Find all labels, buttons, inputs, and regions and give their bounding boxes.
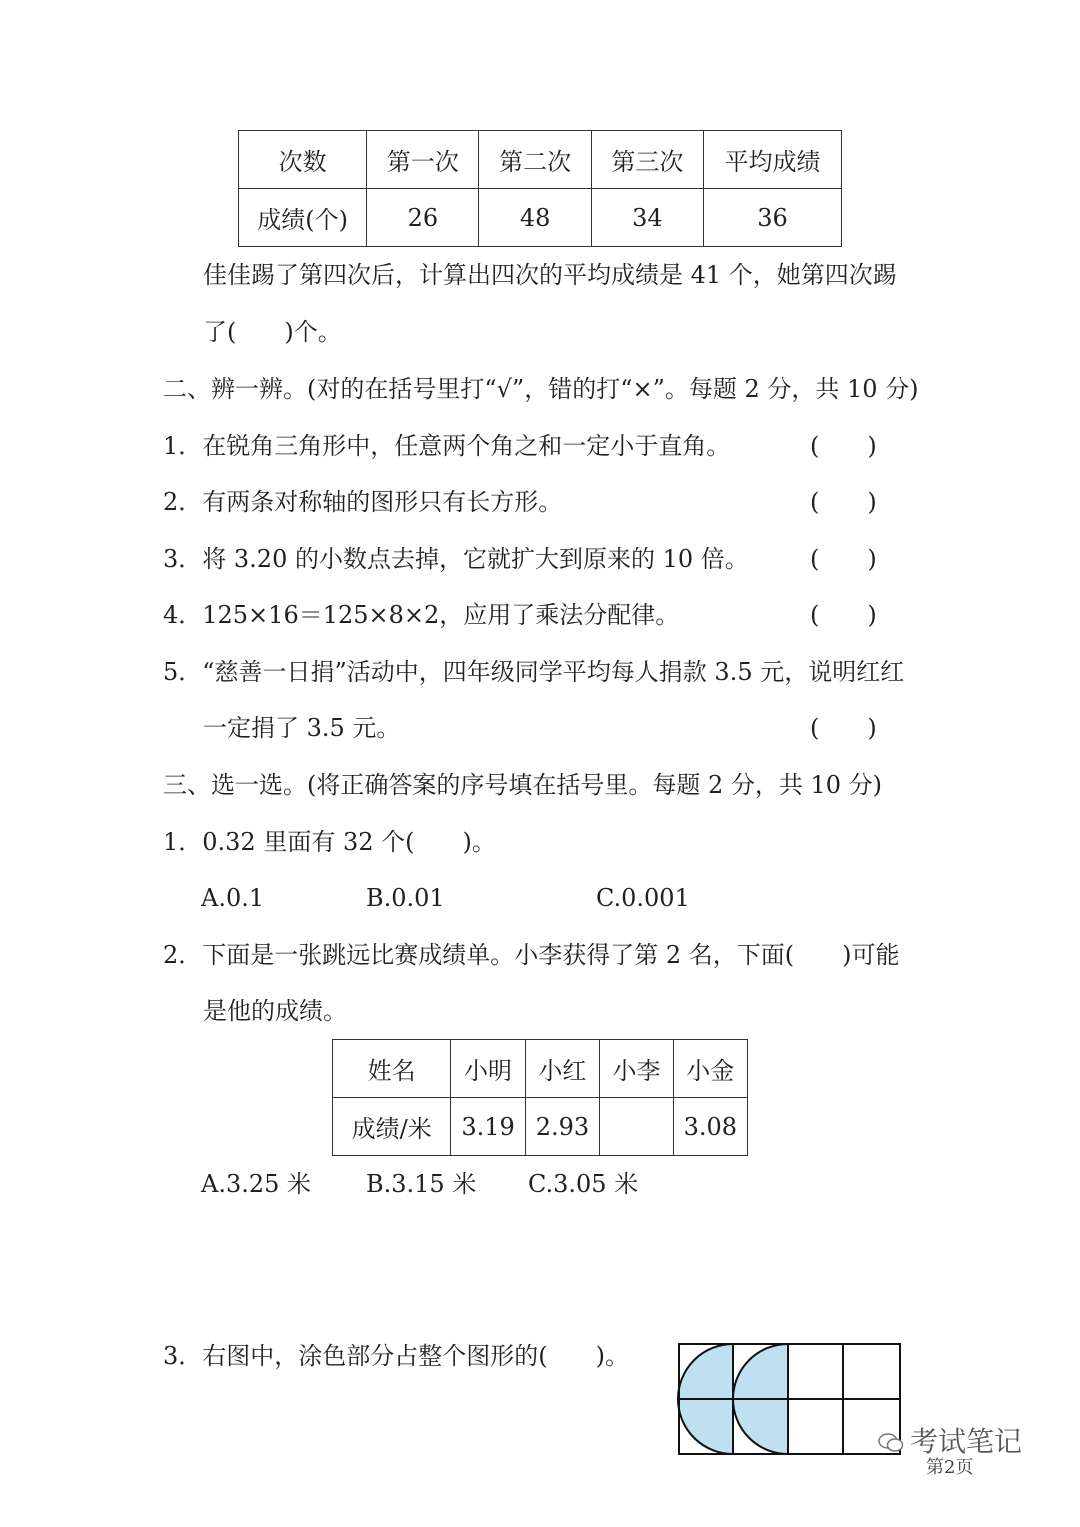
judge-item: 5．“慈善一日捐”活动中，四年级同学平均每人捐款 3.5 元，说明红红 [163,658,905,686]
judge-item-continued: 一定捐了 3.5 元。 [203,714,401,742]
answer-blank: ( ) [810,545,877,573]
judge-item: 4．125×16＝125×8×2，应用了乘法分配律。 [163,601,680,629]
table-cell: 成绩/米 [333,1098,451,1156]
answer-blank: ( ) [810,601,877,629]
table-cell: 3.08 [673,1098,747,1156]
option-b: B.0.01 [366,884,445,912]
table-header-cell: 次数 [239,131,367,189]
table-cell: 2.93 [525,1098,599,1156]
option-a: A.3.25 米 [201,1170,312,1198]
wechat-icon [878,1432,904,1454]
page-number: 第2页 [926,1457,974,1478]
table-cell: 48 [479,189,591,247]
table-cell: 3.19 [451,1098,525,1156]
choice-question: 2．下面是一张跳远比赛成绩单。小李获得了第 2 名，下面( )可能 [163,941,900,969]
table-header-cell: 平均成绩 [703,131,841,189]
judge-item: 1．在锐角三角形中，任意两个角之和一定小于直角。 [163,432,731,460]
score-table [238,130,842,247]
option-c: C.0.001 [596,884,690,912]
table-header-cell: 第三次 [591,131,703,189]
answer-blank: ( ) [810,714,877,742]
answer-blank: ( ) [810,488,877,516]
table-cell [600,1098,673,1156]
option-a: A.0.1 [201,884,265,912]
table-header-cell: 第一次 [367,131,479,189]
option-c: C.3.05 米 [528,1170,639,1198]
table-header-cell: 小红 [525,1040,599,1098]
option-b: B.3.15 米 [366,1170,477,1198]
judge-item: 2．有两条对称轴的图形只有长方形。 [163,488,563,516]
choice-question: 3．右图中，涂色部分占整个图形的( )。 [163,1342,629,1370]
choice-question-continued: 是他的成绩。 [203,997,347,1025]
question-text: 佳佳踢了第四次后，计算出四次的平均成绩是 41 个，她第四次踢 [203,261,897,289]
section-heading: 二、辨一辨。(对的在括号里打“√”，错的打“×”。每题 2 分，共 10 分) [163,375,919,403]
table-cell: 26 [367,189,479,247]
shaded-grid-figure [676,1342,904,1456]
table-header-cell: 第二次 [479,131,591,189]
table-cell: 成绩(个) [239,189,367,247]
judge-item: 3．将 3.20 的小数点去掉，它就扩大到原来的 10 倍。 [163,545,749,573]
table-header-cell: 姓名 [333,1040,451,1098]
table-header-cell: 小李 [600,1040,673,1098]
long-jump-table [332,1039,748,1156]
table-header-cell: 小明 [451,1040,525,1098]
section-heading: 三、选一选。(将正确答案的序号填在括号里。每题 2 分，共 10 分) [163,771,883,799]
table-cell: 34 [591,189,703,247]
question-text: 了( )个。 [203,318,342,346]
table-header-cell: 小金 [673,1040,747,1098]
table-cell: 36 [703,189,841,247]
choice-question: 1．0.32 里面有 32 个( )。 [163,828,496,856]
watermark-text: 考试笔记 [910,1425,1023,1458]
answer-blank: ( ) [810,432,877,460]
